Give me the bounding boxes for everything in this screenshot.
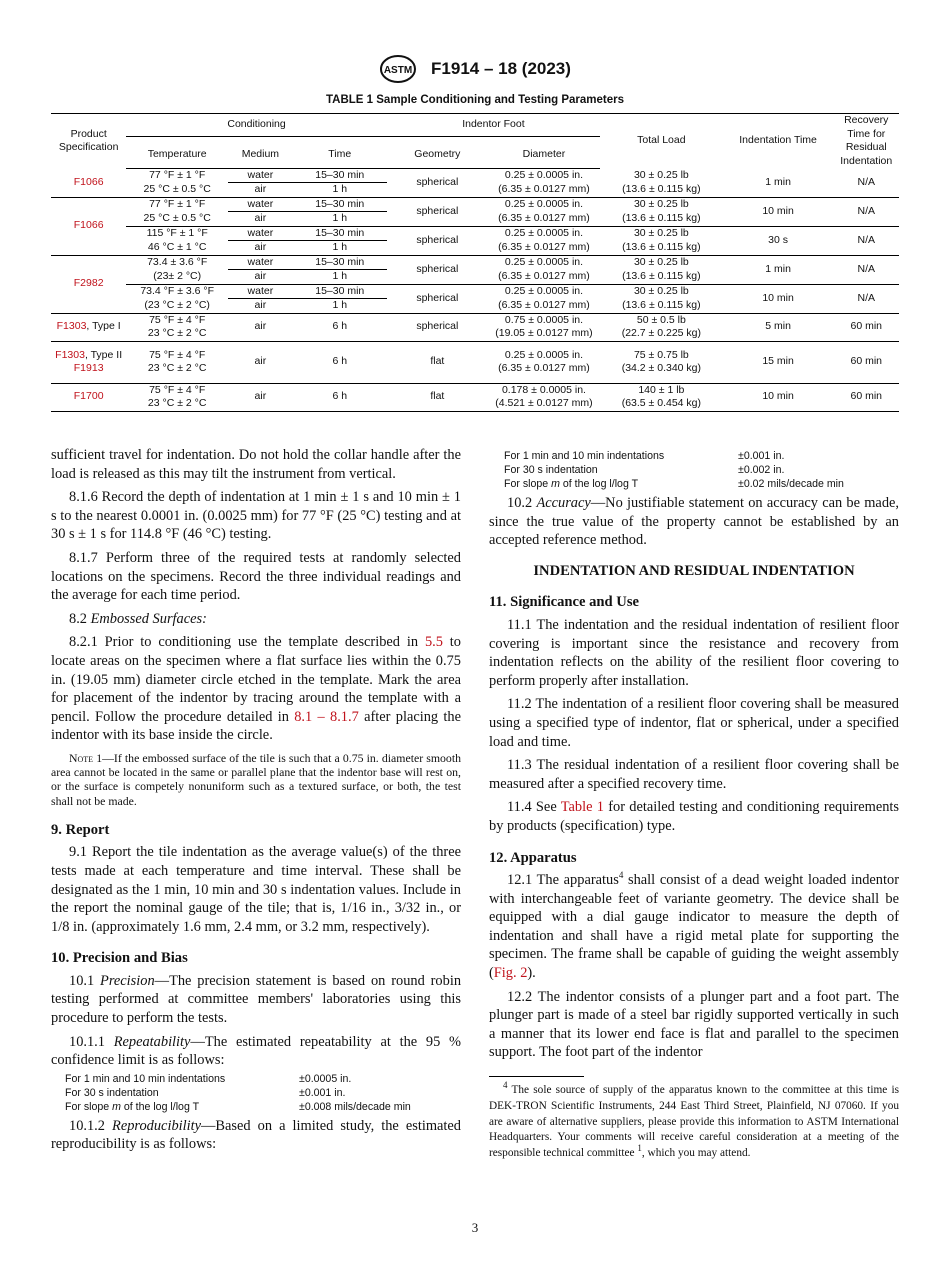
cell: 15–30 min <box>293 197 387 212</box>
text: —The precision statement is based on round robin testing performed at committee members' laboratories using this procedure to perform the tests. <box>51 972 462 1027</box>
cell: 23 °C ± 2 °C <box>147 362 207 374</box>
list-item <box>65 1072 461 1086</box>
footnote-ref: 4 <box>618 870 624 881</box>
table-row <box>51 284 899 299</box>
footnote-4 <box>489 1080 899 1162</box>
cell: 75 °F ± 4 °F <box>126 383 228 397</box>
cell: 60 min <box>834 341 900 383</box>
text: 11.4 See <box>507 799 561 816</box>
cell: 0.25 ± 0.0005 in. <box>488 341 600 362</box>
cell: water <box>228 168 293 183</box>
text: The sole source of supply of the apparatus known to the committee at this time is DEK-TRON Scientific Instruments, 244 East Third Street, Plainfield, NJ 07060. If you are aware of alternative suppliers, please provide this information to ASTM International Headquarters. Your comments will receive careful consideration at a meeting of the responsible technical committee <box>489 1084 899 1160</box>
cell: spherical <box>387 226 488 255</box>
footnote-divider <box>489 1076 584 1077</box>
cell: 6 h <box>293 313 387 341</box>
cell: (6.35 ± 0.0127 mm) <box>498 362 590 374</box>
note-1 <box>51 751 461 808</box>
footnote-ref: 1 <box>637 1143 642 1154</box>
text: For slope <box>504 478 552 490</box>
col-diameter: Diameter <box>488 137 600 168</box>
cell: 25 °C ± 0.5 °C <box>143 211 211 224</box>
text: 12.1 The apparatus <box>507 872 619 889</box>
cell: 0.25 ± 0.0005 in. <box>488 197 600 212</box>
cell: flat <box>387 341 488 383</box>
cell: 75 °F ± 4 °F <box>126 313 228 327</box>
value: ±0.001 in. <box>738 450 785 462</box>
cell: 30 ± 0.25 lb <box>600 197 723 212</box>
cell: 75 ± 0.75 lb <box>600 341 723 362</box>
cell: air <box>254 212 267 224</box>
col-conditioning: Conditioning <box>126 114 387 137</box>
section-number: 10.1.1 <box>69 1033 114 1050</box>
page-number: 3 <box>471 1220 479 1235</box>
spec-cell <box>51 313 126 341</box>
cell: 10 min <box>723 197 834 226</box>
cell: 0.25 ± 0.0005 in. <box>504 168 584 181</box>
spec-link[interactable]: F1066 <box>51 197 126 255</box>
cell: 5 min <box>723 313 834 341</box>
heading-indentation: INDENTATION AND RESIDUAL INDENTATION <box>533 562 855 579</box>
spec-link[interactable]: F1913 <box>73 362 104 374</box>
spec-suffix: , Type I <box>86 320 121 333</box>
cell: (6.35 ± 0.0127 mm) <box>498 240 590 253</box>
paragraph-8-2 <box>51 610 461 629</box>
heading-significance: 11. Significance and Use <box>489 594 640 611</box>
cell: (13.6 ± 0.115 kg) <box>622 240 701 253</box>
spec-link[interactable]: F1700 <box>51 383 126 411</box>
section-link[interactable]: 8.1 – 8.1.7 <box>294 708 359 725</box>
cell: 6 h <box>293 383 387 411</box>
paragraph-10-1-1 <box>51 1033 461 1070</box>
cell: 15 min <box>723 341 834 383</box>
cell: 15–30 min <box>293 168 387 183</box>
list-item <box>504 449 899 463</box>
text: —The estimated repeatability at the 95 % confidence limit is as follows: <box>51 1033 462 1069</box>
cell: air <box>254 183 267 195</box>
cell: 1 h <box>332 212 348 224</box>
cell: N/A <box>834 197 900 226</box>
text: —Based on a limited study, the estimated reproducibility is as follows: <box>51 1117 462 1153</box>
paragraph-9-1: 9.1 Report the tile indentation as the average value(s) of the three tests made at each temperature and time interval. These shall be designated as the 1 min, 10 min and 30 s indentation values. Include in the report the nominal gauge of the tile; that is, 1/16 in., 3/32 in., or 1/8 in. (approximately 1.6 mm, 2.4 mm, or 3.2 mm, respectively). <box>51 844 461 935</box>
value: ±0.008 mils/decade min <box>299 1100 411 1113</box>
paragraph-11-4 <box>489 798 899 835</box>
paragraph-8-2-1 <box>51 633 461 745</box>
cell: 46 °C ± 1 °C <box>147 240 207 253</box>
cell: 15–30 min <box>293 226 387 241</box>
value: ±0.001 in. <box>299 1086 346 1099</box>
cell: spherical <box>387 284 488 313</box>
cell: water <box>228 197 293 212</box>
cell: (6.35 ± 0.0127 mm) <box>498 298 590 311</box>
cell: spherical <box>416 175 459 188</box>
cell: flat <box>387 383 488 411</box>
cell: 1 min <box>765 175 791 188</box>
col-time: Time <box>293 137 387 168</box>
paragraph-11-1: 11.1 The indentation and the residual indentation of resilient floor covering is important since the resistance and recovery from indentation reflects on the ability of the resilient floor covering to perform properly after installation. <box>489 616 899 689</box>
section-number: 10.2 <box>507 495 537 511</box>
section-title: Precision <box>100 972 155 989</box>
section-title: Repeatability <box>113 1033 191 1050</box>
cell: 75 °F ± 4 °F <box>126 341 228 362</box>
cell: (6.35 ± 0.0127 mm) <box>498 182 590 195</box>
cell: 50 ± 0.5 lb <box>600 313 723 327</box>
note-text: —If the embossed surface of the tile is such that a 0.75 in. diameter smooth area cannot be located in the same or parallel plane that the indentor base will rest on, or the surface is competely nonuniform such as a textured surface, or both, the test shall not be made. <box>51 750 462 808</box>
label <box>65 1100 299 1114</box>
list-item <box>504 477 899 491</box>
heading-report: 9. Report <box>51 821 110 838</box>
paragraph-12-2: 12.2 The indentor consists of a plunger part and a foot part. The plunger part is made of a steel bar rigidly supported vertically in such a manner that its lower end face is flat and parallel to the specimen support. The foot part of the indentor <box>489 988 899 1061</box>
cell: 1 h <box>332 241 348 253</box>
cell: 0.75 ± 0.0005 in. <box>488 313 600 327</box>
logo-text: ASTM <box>383 65 413 76</box>
cell: 1 h <box>332 299 348 311</box>
cell: air <box>254 270 267 282</box>
table-1 <box>51 113 899 412</box>
cell: water <box>228 284 293 299</box>
cell: air <box>228 313 293 341</box>
value: ±0.0005 in. <box>299 1072 352 1085</box>
text: after placing the indentor with its base inside the circle. <box>51 708 461 744</box>
cell: 77 °F ± 1 °F <box>126 197 228 212</box>
cell: air <box>228 383 293 411</box>
section-title: Accuracy <box>536 495 591 511</box>
col-product: Product Specification <box>51 114 126 169</box>
table-row <box>51 383 899 397</box>
cell: N/A <box>857 175 875 188</box>
label: For 30 s indentation <box>504 464 598 476</box>
cell: 6 h <box>293 341 387 383</box>
section-title: Embossed Surfaces: <box>90 610 207 627</box>
cell: 30 ± 0.25 lb <box>600 255 723 270</box>
cell: 10 min <box>723 383 834 411</box>
label <box>504 477 738 491</box>
col-indentor-foot: Indentor Foot <box>387 114 600 137</box>
paragraph-11-2: 11.2 The indentation of a resilient floor covering shall be measured using a specified type of indentor, flat or spherical, under a specified load and time. <box>489 696 899 750</box>
cell: (23± 2 °C) <box>153 269 202 282</box>
cell: 73.4 ± 3.6 °F <box>126 255 228 270</box>
value: ±0.002 in. <box>738 464 785 476</box>
cell: (22.7 ± 0.225 kg) <box>621 327 702 339</box>
cell: 60 min <box>834 383 900 411</box>
text: of the log l/log T <box>559 478 639 490</box>
paragraph-8-1-6: 8.1.6 Record the depth of indentation at 1 min ± 1 s and 10 min ± 1 s to the nearest 0.0001 in. (0.0025 mm) for 77 °F (25 °C) testing and at 30 s ± 1 s for 114.8 °F (46 °C) testing. <box>51 489 461 543</box>
cell: 10 min <box>723 284 834 313</box>
cell: air <box>228 341 293 383</box>
section-number: 8.2 <box>69 610 91 627</box>
text: to locate areas on the specimen where a flat surface lies within the 0.75 in. (19.05 mm) diameter circle etched in the template. Mark the area for placement of the indentor by tracing around the template with a pencil. Follow the procedure detailed in <box>51 634 461 725</box>
cell: (23 °C ± 2 °C) <box>144 298 210 311</box>
cell: (13.6 ± 0.115 kg) <box>622 269 701 282</box>
heading-precision: 10. Precision and Bias <box>51 950 188 967</box>
cell: (13.6 ± 0.115 kg) <box>622 211 701 224</box>
text: —No justifiable statement on accuracy can be made, since the true value of the property cannot be established by an accepted reference method. <box>489 495 899 549</box>
text: for detailed testing and conditioning requirements by products (specification) type. <box>489 799 899 834</box>
cell: 0.25 ± 0.0005 in. <box>488 255 600 270</box>
document-id: F1914 – 18 (2023) <box>431 59 571 78</box>
cell: (6.35 ± 0.0127 mm) <box>498 269 590 282</box>
text: of the log l/log T <box>120 1100 200 1113</box>
col-indentation-time: Indentation Time <box>723 114 834 169</box>
page-header <box>0 54 950 84</box>
cell: 1 h <box>332 183 348 195</box>
footnote-number: 4 <box>503 1080 508 1091</box>
cell: (4.521 ± 0.0127 mm) <box>488 397 600 411</box>
text: ). <box>527 965 536 982</box>
cell: air <box>254 299 267 311</box>
text: 8.2.1 Prior to conditioning use the template described in <box>69 634 425 651</box>
spec-link[interactable]: F1303 <box>55 348 85 361</box>
left-column <box>51 446 461 1159</box>
cell: 23 °C ± 2 °C <box>147 327 207 339</box>
cell: 30 ± 0.25 lb <box>600 284 723 299</box>
repeatability-table <box>65 1072 461 1114</box>
spec-link[interactable]: F2982 <box>51 255 126 313</box>
paragraph-8-1-7: 8.1.7 Perform three of the required tests at randomly selected locations on the specimens. Record the three individual readings and the average for each time period. <box>51 549 461 604</box>
list-item <box>504 463 899 477</box>
spec-suffix: , Type II <box>84 348 123 361</box>
table-row <box>51 168 899 183</box>
cell: (34.2 ± 0.340 kg) <box>621 362 702 374</box>
table-row <box>51 255 899 270</box>
cell: 0.178 ± 0.0005 in. <box>488 383 600 397</box>
text: m <box>112 1100 121 1113</box>
table-row <box>51 341 899 362</box>
cell: 140 ± 1 lb <box>600 383 723 397</box>
text: m <box>551 478 560 490</box>
table-row <box>51 226 899 241</box>
value: ±0.02 mils/decade min <box>738 478 844 490</box>
col-total-load: Total Load <box>600 114 723 169</box>
section-title: Reproducibility <box>112 1117 202 1134</box>
table-row <box>51 313 899 327</box>
cell: 115 °F ± 1 °F <box>126 226 228 241</box>
cell: 1 h <box>332 270 348 282</box>
figure-link[interactable]: Fig. 2 <box>493 965 528 982</box>
section-link[interactable]: 5.5 <box>424 634 443 651</box>
cell: (13.6 ± 0.115 kg) <box>622 298 701 311</box>
paragraph-11-3: 11.3 The residual indentation of a resilient floor covering shall be measured after a specified recovery time. <box>489 757 899 792</box>
heading-apparatus: 12. Apparatus <box>489 849 577 866</box>
cell: water <box>228 255 293 270</box>
cell: 30 ± 0.25 lb <box>600 226 723 241</box>
table-link[interactable]: Table 1 <box>560 799 604 816</box>
col-temperature: Temperature <box>126 137 228 168</box>
cell: water <box>228 226 293 241</box>
cell: 0.25 ± 0.0005 in. <box>488 284 600 299</box>
cell: (6.35 ± 0.0127 mm) <box>498 211 590 224</box>
spec-link[interactable]: F1066 <box>73 175 104 188</box>
table-row <box>51 197 899 212</box>
paragraph-10-1-2 <box>51 1117 461 1154</box>
cell: N/A <box>834 284 900 313</box>
reproducibility-table <box>504 449 899 491</box>
cell: 60 min <box>834 313 900 341</box>
spec-cell <box>51 341 126 383</box>
list-item <box>65 1100 461 1114</box>
cell: 25 °C ± 0.5 °C <box>143 182 211 195</box>
cell: (19.05 ± 0.0127 mm) <box>495 327 593 339</box>
cell: 77 °F ± 1 °F <box>149 168 206 181</box>
note-label: Note 1 <box>69 750 103 765</box>
section-number: 10.1 <box>69 972 101 989</box>
astm-logo-icon <box>379 54 417 84</box>
cell: 15–30 min <box>293 255 387 270</box>
paragraph-10-1 <box>51 972 461 1028</box>
label: For 30 s indentation <box>65 1086 159 1099</box>
cell: spherical <box>387 313 488 341</box>
cell: (63.5 ± 0.454 kg) <box>600 397 723 411</box>
text: , which you may attend. <box>641 1147 751 1160</box>
cell: 23 °C ± 2 °C <box>126 397 228 411</box>
cell: 15–30 min <box>293 284 387 299</box>
col-geometry: Geometry <box>387 137 488 168</box>
text: shall consist of a dead weight loaded indentor with interchangeable feet of variante geometry. The device shall be equipped with a dial gauge indicator to measure the depth of indentation and shall have a rigid metal plate for supporting the specimen. The frame shall be capable of guiding the weight assembly ( <box>489 872 899 982</box>
cell: 30 s <box>723 226 834 255</box>
spec-link[interactable]: F1303 <box>56 320 87 333</box>
paragraph-10-2 <box>489 494 899 550</box>
cell: N/A <box>834 226 900 255</box>
paragraph: sufficient travel for indentation. Do not hold the collar handle after the load is released as this may tilt the instrument from vertical. <box>51 447 461 482</box>
list-item <box>65 1086 461 1100</box>
col-recovery: Recovery Time for Residual Indentation <box>834 114 900 169</box>
col-medium: Medium <box>228 137 293 168</box>
label: For 1 min and 10 min indentations <box>65 1072 226 1085</box>
cell: air <box>254 241 267 253</box>
cell: 0.25 ± 0.0005 in. <box>488 226 600 241</box>
section-number: 10.1.2 <box>69 1117 113 1134</box>
paragraph-12-1 <box>489 871 899 983</box>
right-column <box>489 446 899 1162</box>
cell: spherical <box>387 197 488 226</box>
text: For slope <box>65 1100 113 1113</box>
cell: N/A <box>834 255 900 284</box>
cell: 30 ± 0.25 lb <box>633 168 689 181</box>
cell: 1 min <box>723 255 834 284</box>
cell: 73.4 °F ± 3.6 °F <box>126 284 228 299</box>
cell: spherical <box>387 255 488 284</box>
table-caption: TABLE 1 Sample Conditioning and Testing Parameters <box>326 94 624 106</box>
cell: (13.6 ± 0.115 kg) <box>622 182 701 195</box>
label: For 1 min and 10 min indentations <box>504 450 665 462</box>
